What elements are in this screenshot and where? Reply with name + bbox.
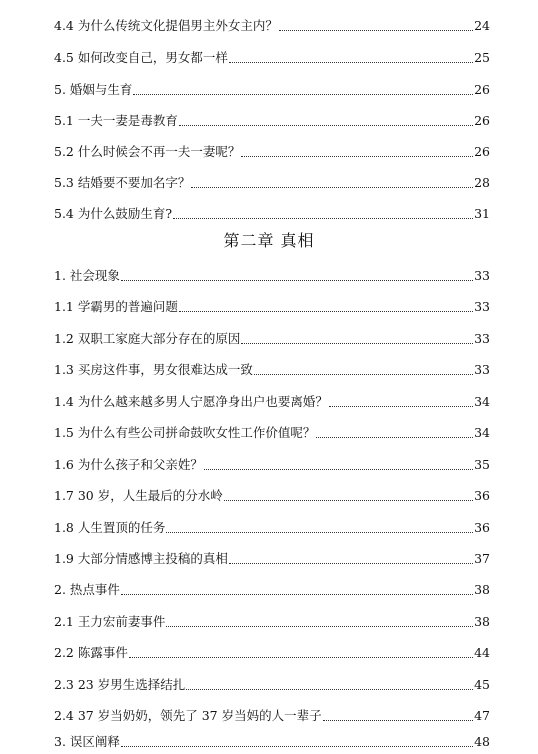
toc-entry-title: 2.2 陈露事件 — [54, 645, 128, 660]
toc-entry-title: 1.3 买房这件事，男女很难达成一致 — [54, 362, 253, 377]
toc-entry[interactable] — [54, 388, 490, 410]
toc-leader-dots — [224, 499, 473, 501]
toc-entry[interactable] — [54, 728, 490, 750]
toc-entry[interactable] — [54, 545, 490, 567]
toc-entry[interactable] — [54, 293, 490, 315]
toc-entry[interactable] — [54, 107, 490, 129]
toc-entry-title: 2.4 37 岁当奶奶，领先了 37 岁当妈的人一辈子 — [54, 708, 322, 723]
toc-entry-title: 5.4 为什么鼓励生育? — [54, 206, 173, 221]
toc-entry-page: 38 — [474, 614, 490, 629]
toc-entry-page: 25 — [474, 50, 490, 65]
toc-leader-dots — [241, 155, 473, 157]
toc-entry-page: 35 — [474, 457, 490, 472]
toc-entry[interactable] — [54, 671, 490, 693]
toc-entry-title: 2.3 23 岁男生选择结扎 — [54, 677, 186, 692]
toc-leader-dots — [121, 745, 473, 747]
toc-entry-title: 2. 热点事件 — [54, 582, 120, 597]
toc-entry[interactable] — [54, 482, 490, 504]
toc-entry-page: 33 — [474, 268, 490, 283]
toc-leader-dots — [241, 342, 473, 344]
toc-entry[interactable] — [54, 608, 490, 630]
toc-leader-dots — [191, 186, 473, 188]
toc-entry-page: 26 — [474, 82, 490, 97]
toc-leader-dots — [173, 217, 473, 219]
toc-leader-dots — [121, 279, 473, 281]
toc-entry[interactable] — [54, 576, 490, 598]
toc-entry-page: 26 — [474, 113, 490, 128]
toc-entry-title: 1.9 大部分情感博主投稿的真相 — [54, 551, 228, 566]
toc-entry-title: 1. 社会现象 — [54, 268, 120, 283]
toc-entry[interactable] — [54, 262, 490, 284]
toc-leader-dots — [121, 593, 473, 595]
toc-entry-page: 38 — [474, 582, 490, 597]
toc-entry-page: 47 — [474, 708, 490, 723]
toc-entry[interactable] — [54, 419, 490, 441]
toc-leader-dots — [179, 124, 473, 126]
toc-entry-title: 5.3 结婚要不要加名字？ — [54, 175, 191, 190]
toc-entry[interactable] — [54, 200, 490, 222]
toc-entry-title: 1.1 学霸男的普遍问题 — [54, 299, 178, 314]
toc-entry-page: 31 — [474, 206, 490, 221]
toc-leader-dots — [133, 93, 473, 95]
toc-entry[interactable] — [54, 639, 490, 661]
toc-entry-page: 45 — [474, 677, 490, 692]
toc-entry-page: 44 — [474, 645, 490, 660]
toc-entry-page: 33 — [474, 362, 490, 377]
toc-entry-page: 36 — [474, 488, 490, 503]
toc-entry-page: 26 — [474, 144, 490, 159]
toc-entry[interactable] — [54, 356, 490, 378]
chapter-heading: 第二章 真相 — [223, 231, 315, 250]
toc-entry[interactable] — [54, 451, 490, 473]
toc-leader-dots — [329, 405, 473, 407]
toc-leader-dots — [316, 436, 473, 438]
toc-entry-page: 28 — [474, 175, 490, 190]
toc-entry-title: 1.8 人生置顶的任务 — [54, 520, 166, 535]
toc-entry-title: 4.4 为什么传统文化提倡男主外女主内？ — [54, 18, 278, 33]
toc-entry-title: 5.1 一夫一妻是毒教育 — [54, 113, 178, 128]
toc-entry-title: 4.5 如何改变自己，男女都一样 — [54, 50, 228, 65]
toc-leader-dots — [279, 29, 473, 31]
toc-entry-title: 5.2 什么时候会不再一夫一妻呢？ — [54, 144, 241, 159]
toc-entry[interactable] — [54, 169, 490, 191]
toc-entry-title: 1.2 双职工家庭大部分存在的原因 — [54, 331, 241, 346]
toc-entry-title: 1.6 为什么孩子和父亲姓？ — [54, 457, 203, 472]
toc-leader-dots — [166, 531, 473, 533]
toc-entry[interactable] — [54, 702, 490, 724]
toc-entry-page: 48 — [474, 734, 490, 749]
toc-entry-page: 34 — [474, 394, 490, 409]
toc-leader-dots — [186, 688, 473, 690]
toc-leader-dots — [179, 310, 473, 312]
toc-leader-dots — [229, 61, 473, 63]
toc-entry-page: 33 — [474, 331, 490, 346]
toc-entry-page: 36 — [474, 520, 490, 535]
toc-entry-title: 1.4 为什么越来越多男人宁愿净身出户也要离婚？ — [54, 394, 328, 409]
toc-leader-dots — [166, 625, 473, 627]
toc-leader-dots — [229, 562, 473, 564]
toc-entry-title: 5. 婚姻与生育 — [54, 82, 133, 97]
toc-leader-dots — [323, 719, 474, 721]
toc-entry-title: 1.7 30 岁，人生最后的分水岭 — [54, 488, 223, 503]
toc-leader-dots — [204, 468, 473, 470]
toc-entry[interactable] — [54, 514, 490, 536]
toc-entry[interactable] — [54, 138, 490, 160]
toc-leader-dots — [254, 373, 473, 375]
toc-entry[interactable] — [54, 325, 490, 347]
toc-entry-page: 33 — [474, 299, 490, 314]
toc-entry-page: 34 — [474, 425, 490, 440]
toc-entry-page: 37 — [474, 551, 490, 566]
toc-leader-dots — [129, 656, 473, 658]
toc-entry-page: 24 — [474, 18, 490, 33]
toc-entry-title: 3. 误区阐释 — [54, 734, 120, 749]
toc-entry[interactable] — [54, 12, 490, 34]
toc-entry-title: 1.5 为什么有些公司拼命鼓吹女性工作价值呢？ — [54, 425, 316, 440]
toc-entry[interactable] — [54, 76, 490, 98]
toc-entry[interactable] — [54, 44, 490, 66]
toc-entry-title: 2.1 王力宏前妻事件 — [54, 614, 166, 629]
